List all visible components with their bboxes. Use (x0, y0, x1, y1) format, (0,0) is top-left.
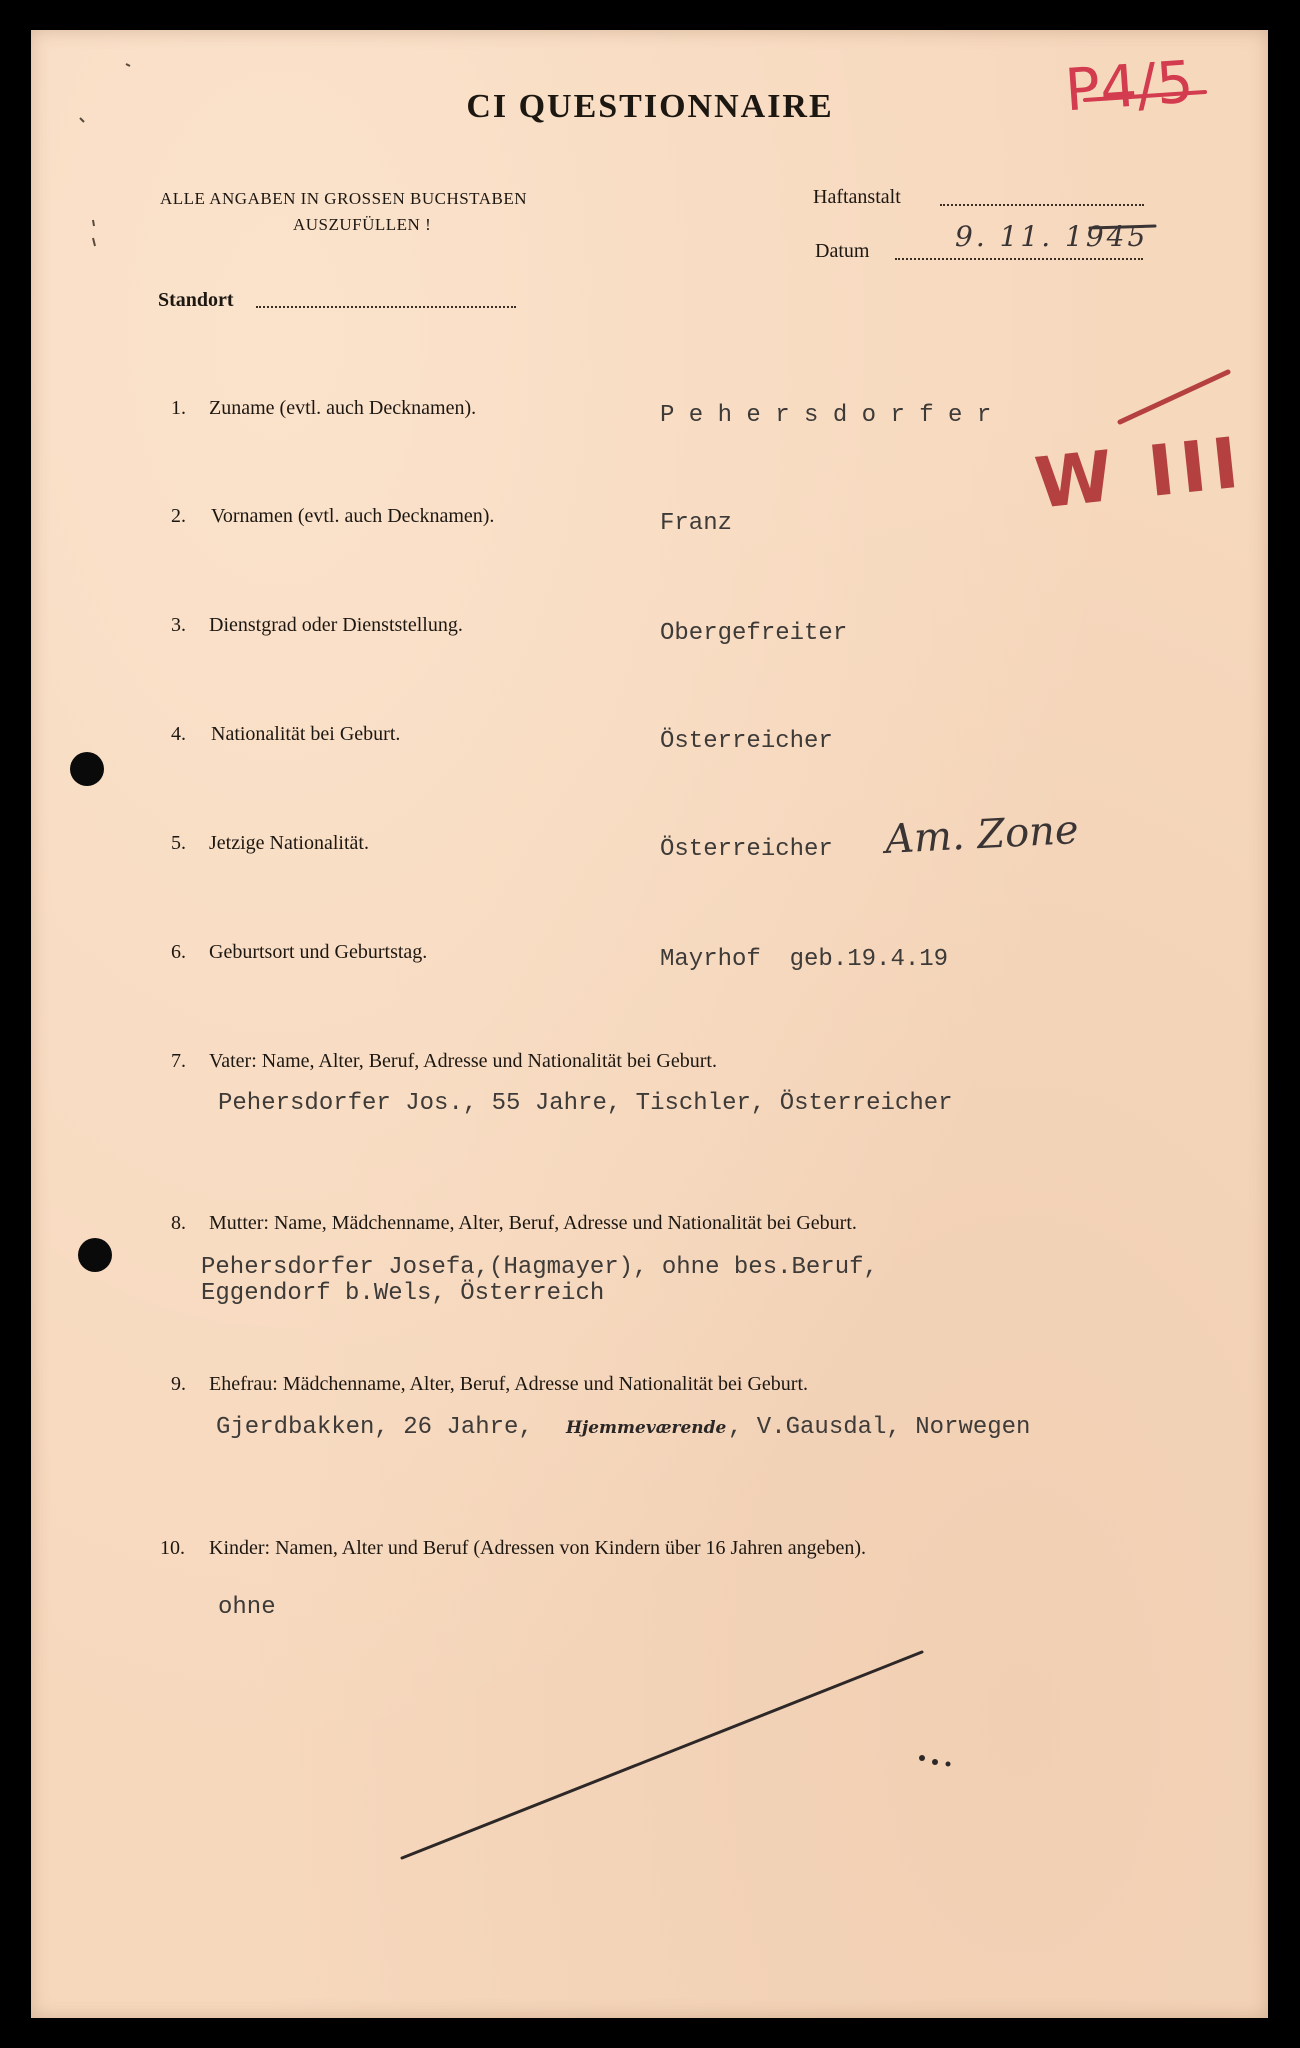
margin-tick-3 (80, 118, 84, 122)
field-3-label: Dienstgrad oder Dienststellung. (209, 614, 463, 636)
field-2-number: 2. (171, 505, 186, 527)
section-9-line-part-2: , V.Gausdal, Norwegen (728, 1414, 1031, 1441)
section-9-line-handwritten: Hjemmeværende (566, 1418, 727, 1438)
field-1-number: 1. (171, 397, 186, 419)
red-underline-stroke (1085, 92, 1205, 100)
field-2-label: Vornamen (evtl. auch Decknamen). (211, 505, 495, 527)
field-6-value: Mayrhof geb.19.4.19 (660, 946, 949, 973)
field-5-number: 5. (171, 832, 186, 854)
field-6-number: 6. (171, 941, 186, 963)
ink-speck-3 (946, 1762, 951, 1767)
annotation-stamp: W III (1031, 421, 1249, 525)
field-2-value: Franz (660, 510, 733, 537)
instruction-line-1: ALLE ANGABEN IN GROSSEN BUCHSTABEN (160, 189, 527, 208)
field-5-value: Österreicher (660, 836, 833, 863)
field-4-label: Nationalität bei Geburt. (211, 723, 401, 745)
section-7-label: Vater: Name, Alter, Beruf, Adresse und Nationalität bei Geburt. (209, 1050, 717, 1072)
field-6-label: Geburtsort und Geburtstag. (209, 941, 428, 963)
annotation-top-right: P4/5 (1062, 47, 1196, 125)
instruction-line-2: AUSZUFÜLLEN ! (293, 215, 432, 234)
field-3-number: 3. (171, 614, 186, 636)
section-10-label: Kinder: Namen, Alter und Beruf (Adressen von Kindern über 16 Jahren angeben). (209, 1537, 867, 1559)
field-4-value: Österreicher (660, 728, 833, 755)
ink-speck-2 (932, 1759, 938, 1765)
annotation-zone: Am. Zone (883, 806, 1080, 864)
section-8-line-2: Eggendorf b.Wels, Österreich (201, 1280, 605, 1307)
margin-tick-1 (93, 238, 95, 246)
section-8-number: 8. (171, 1212, 186, 1234)
field-4-number: 4. (171, 723, 186, 745)
section-9-label: Ehefrau: Mädchenname, Alter, Beruf, Adresse und Nationalität bei Geburt. (209, 1373, 809, 1395)
document-title: CI QUESTIONNAIRE (466, 88, 834, 125)
datum-label: Datum (815, 240, 870, 262)
section-8-label: Mutter: Name, Mädchenname, Alter, Beruf, Adresse und Nationalität bei Geburt. (209, 1212, 857, 1234)
ink-speck-1 (919, 1755, 925, 1761)
stamp-slash-stroke (1120, 372, 1228, 422)
section-7-number: 7. (171, 1050, 186, 1072)
field-3-value: Obergefreiter (660, 620, 848, 647)
field-1-value: P e h e r s d o r f e r (660, 402, 992, 429)
section-10-number: 10. (160, 1537, 185, 1559)
margin-tick-4 (126, 64, 130, 66)
datum-value: 9. 11. 1945 (955, 220, 1149, 253)
standort-label: Standort (158, 289, 234, 311)
field-1-label: Zuname (evtl. auch Decknamen). (209, 397, 477, 419)
section-10-line-1: ohne (218, 1594, 276, 1621)
date-underline-stroke (1090, 226, 1155, 228)
section-7-line-1: Pehersdorfer Jos., 55 Jahre, Tischler, Österreicher (218, 1090, 953, 1117)
section-9-line-part-1: Gjerdbakken, 26 Jahre, (216, 1414, 533, 1441)
field-5-label: Jetzige Nationalität. (209, 832, 369, 854)
cancel-diagonal-stroke (402, 1652, 922, 1858)
section-8-line-1: Pehersdorfer Josefa,(Hagmayer), ohne bes.Beruf, (201, 1254, 878, 1281)
margin-tick-2 (93, 220, 94, 226)
haftanstalt-label: Haftanstalt (813, 186, 901, 208)
section-9-number: 9. (171, 1373, 186, 1395)
